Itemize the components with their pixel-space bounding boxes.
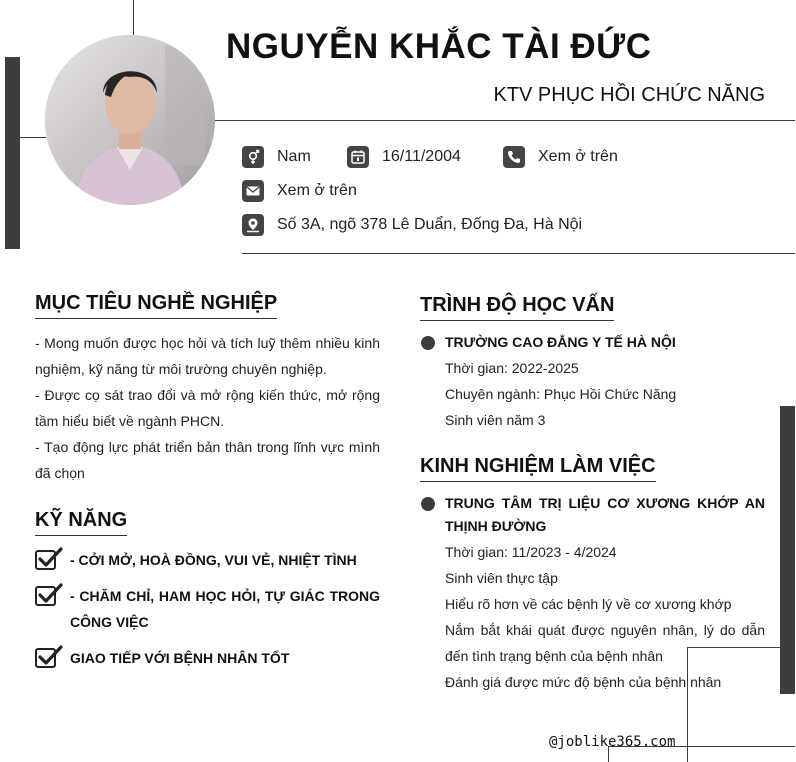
gender-text: Nam <box>277 148 311 165</box>
right-accent-bar <box>780 406 795 694</box>
email-info <box>242 180 357 202</box>
education-title: TRÌNH ĐỘ HỌC VẤN <box>420 294 614 321</box>
checkbox-checked-icon <box>35 547 63 571</box>
location-pin-icon <box>242 214 264 236</box>
birthday-info <box>347 146 461 168</box>
watermark: @joblike365.com <box>549 734 676 750</box>
experience-line: Thời gian: 11/2023 - 4/2024 <box>445 544 617 560</box>
skill-text: - CỞI MỞ, HOÀ ĐỒNG, VUI VẺ, NHIỆT TÌNH <box>70 552 357 568</box>
objective-line: - Tạo động lực phát triển bản thân trong lĩnh vực mình đã chọn <box>35 439 380 481</box>
gender-info <box>242 146 311 168</box>
skill-item <box>35 645 380 671</box>
objective-text <box>35 330 380 486</box>
education-line: Chuyên ngành: Phục Hồi Chức Năng <box>445 386 677 402</box>
job-title: KTV PHỤC HỒI CHỨC NĂNG <box>493 84 765 106</box>
avatar-portrait-icon <box>45 35 215 205</box>
candidate-name: NGUYỄN KHẮC TÀI ĐỨC <box>226 27 652 66</box>
address-text: Số 3A, ngõ 378 Lê Duẩn, Đống Đa, Hà Nội <box>277 216 583 233</box>
education-line: Sinh viên năm 3 <box>445 412 546 428</box>
experience-line: Nắm bắt khái quát được nguyên nhân, lý do dẫn đến tình trạng bệnh của bệnh nhân <box>445 622 765 664</box>
experience-line: Đánh giá được mức độ bệnh của bệnh nhân <box>445 674 722 690</box>
phone-icon <box>503 146 525 168</box>
calendar-icon <box>347 146 369 168</box>
experience-line: Sinh viên thực tập <box>445 570 558 586</box>
experience-bullet <box>421 497 435 511</box>
objective-line: - Được cọ sát trao đổi và mở rộng kiến thức, mở rộng tầm hiểu biết về ngành PHCN. <box>35 387 380 429</box>
phone-info <box>503 146 618 168</box>
experience-title: KINH NGHIỆM LÀM VIỆC <box>420 455 656 482</box>
education-entry <box>445 331 765 433</box>
skill-item <box>35 547 380 573</box>
avatar <box>45 35 215 205</box>
skill-text: GIAO TIẾP VỚI BỆNH NHÂN TỐT <box>70 650 290 666</box>
checkbox-checked-icon <box>35 583 63 607</box>
objective-line: - Mong muốn được học hỏi và tích luỹ thêm nhiều kinh nghiệm, kỹ năng từ môi trường chuyên nghiệp. <box>35 335 380 377</box>
school-name: TRƯỜNG CAO ĐẲNG Y TẾ HÀ NỘI <box>445 334 676 350</box>
education-bullet <box>421 336 435 350</box>
birthday-text: 16/11/2004 <box>382 148 461 165</box>
skill-text: - CHĂM CHỈ, HAM HỌC HỎI, TỰ GIÁC TRONG CÔNG VIỆC <box>70 588 380 630</box>
education-line: Thời gian: 2022-2025 <box>445 360 579 376</box>
contact-divider <box>242 253 795 254</box>
experience-line: Hiểu rõ hơn về các bệnh lý về cơ xương khớp <box>445 596 732 612</box>
gender-icon <box>242 146 264 168</box>
skill-item <box>35 583 380 635</box>
phone-text: Xem ở trên <box>538 148 618 165</box>
address-info <box>242 214 582 236</box>
company-name: TRUNG TÂM TRỊ LIỆU CƠ XƯƠNG KHỚP AN THỊNH ĐƯỜNG <box>445 495 765 534</box>
left-accent-bar <box>5 57 20 249</box>
experience-entry <box>445 492 765 695</box>
left-horizontal-line <box>20 137 46 138</box>
objective-title: MỤC TIÊU NGHỀ NGHIỆP <box>35 292 277 319</box>
envelope-icon <box>242 180 264 202</box>
header-divider <box>215 120 795 121</box>
email-text: Xem ở trên <box>277 182 357 199</box>
top-vertical-line <box>133 0 134 40</box>
skills-title: KỸ NĂNG <box>35 509 127 536</box>
checkbox-checked-icon <box>35 645 63 669</box>
